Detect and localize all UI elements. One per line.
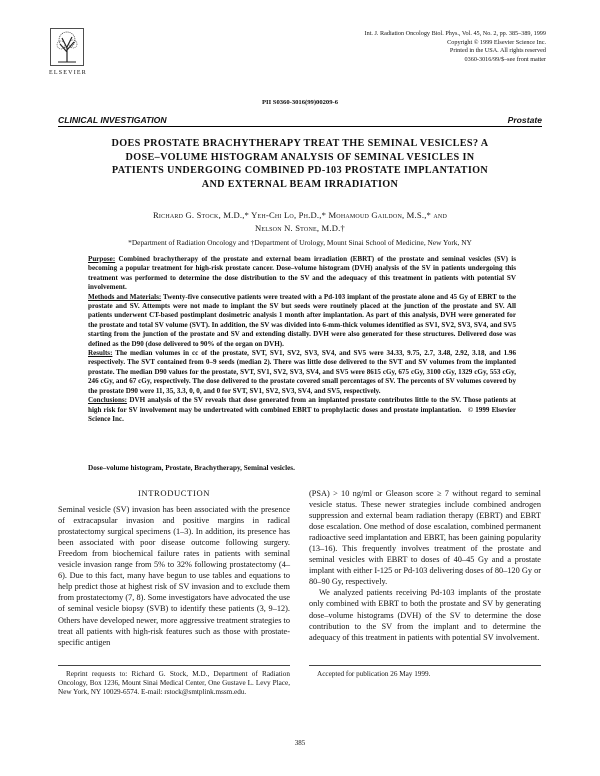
- page-number: 385: [294, 739, 306, 747]
- footnote-rule: [58, 665, 290, 666]
- section-header: [58, 115, 542, 127]
- body-paragraph: Seminal vesicle (SV) invasion has been associated with the presence of extracapsular invasion and positive margins in radical prostatectomy surgical specimens (1–3). In addition, its presence has been associated with poor disease outcome following surgery. Freedom from biochemical failure rates in patients with seminal vesicle invasion range from 5% to 32% following prostatectomy (4–6). Due to this fact, many have begun to use tables and equations to help predict those at highest risk of SV invasion and to exclude them from prostatectomy (7, 8). Some investigators have advocated the use of seminal vesicle biopsy (SVB) to identify these patients (3, 9–12). Others have developed newer, more aggressive treatment strategies to treat all patients with high-risk features such as those with prostate-specific antigen: [58, 505, 290, 647]
- footnote-rule: [309, 665, 541, 666]
- right-column: [309, 488, 541, 643]
- journal-citation: Int. J. Radiation Oncology Biol. Phys., Vol. 45, No. 2, pp. 385–389, 1999: [364, 30, 546, 37]
- journal-printed: Printed in the USA. All rights reserved: [449, 47, 546, 55]
- affiliation: *Department of Radiation Oncology and †Department of Urology, Mount Sinai School of Medicine, New York, NY: [128, 238, 472, 247]
- journal-copyright: Copyright © 1999 Elsevier Science Inc.: [447, 38, 546, 46]
- keywords: Dose–volume histogram, Prostate, Brachytherapy, Seminal vesicles.: [88, 464, 295, 472]
- abstract: [88, 255, 516, 424]
- journal-info: [286, 30, 546, 64]
- journal-issn: 0360-3016/99/$–see front matter: [464, 55, 546, 63]
- abstract-methods: [88, 293, 516, 349]
- conclusions-label: Conclusions:: [88, 396, 128, 405]
- accepted-footnote: Accepted for publication 26 May 1999.: [317, 670, 431, 678]
- introduction-heading: INTRODUCTION: [137, 488, 211, 498]
- left-column: [58, 488, 290, 648]
- purpose-label: Purpose:: [88, 255, 116, 263]
- pii-identifier: PII S0360-3016(99)00209-6: [261, 99, 338, 106]
- abstract-results: [88, 349, 516, 396]
- abstract-copyright: © 1999 Elsevier Science Inc.: [88, 405, 516, 423]
- methods-label: Methods and Materials:: [88, 292, 162, 301]
- results-label: Results:: [88, 349, 113, 358]
- title-line: DOES PROSTATE BRACHYTHERAPY TREAT THE SEMINAL VESICLES? A: [111, 138, 489, 149]
- purpose-text: Combined brachytherapy of the prostate and external beam irradiation (EBRT) of the prostate and seminal vesicles (SV) is becoming a popular treatment for high-risk prostate cancer. Dose–volume histogram (DVH) analysis of the SV in patients undergoing this treatment was performed to determine the dose distribution to the SV and the adequacy of this treatment in patients with potential SV involvement.: [88, 255, 516, 292]
- methods-text: Twenty-five consecutive patients were treated with a Pd-103 implant of the prostate alone and 45 Gy of EBRT to the prostate and SV. Attempts were not made to implant the SV but seeds were routinely placed at the junction of the prostate and SV. All patients underwent CT-based postimplant dosimetric analysis 1 month after implantation. As part of this analysis, DVH were generated for the prostate and total SV volume (SVT). In addition, the SV was divided into 6-mm-thick volumes identified as SV1, SV2, SV3, SV4, and SV5 starting from the junction of the prostate and SV and extending distally. DVH were also generated for these structures. Delivered dose was defined as the D90 (dose delivered to 90% of the organ on DVH).: [88, 292, 516, 348]
- article-title: [70, 137, 530, 191]
- body-paragraph: (PSA) > 10 ng/ml or Gleason score ≥ 7 without regard to seminal vesicle status. These newer strategies include combined androgen suppression and external beam radiation therapy (EBRT) and EBRT dose escalation. One method of dose escalation, combined permanent radioactive seed implantation and EBRT, has been gaining popularity (13–16). This frequently involves treatment of the prostate and seminal vesicles with EBRT to doses of 40–45 Gy and a prostate implant with either I-125 or Pd-103 delivering doses of 80–120 Gy or 80–90 Gy, respectively.: [309, 489, 541, 587]
- section-topic: Prostate: [507, 115, 542, 125]
- abstract-conclusions: [88, 396, 516, 424]
- section-label: CLINICAL INVESTIGATION: [58, 115, 167, 125]
- body-paragraph: We analyzed patients receiving Pd-103 implants of the prostate only combined with EBRT to both the prostate and SV by generating dose–volume histograms (DVH) of the SV to determine the dose contribution to the SV from the implant and to determine the adequacy of this treatment in patients with potential SV involvement.: [309, 588, 541, 642]
- author-line: Richard G. Stock, M.D.,* Yeh-Chi Lo, Ph.D.,* Mohamoud Gaildon, M.S.,* and: [152, 210, 447, 220]
- author-line: Nelson N. Stone, M.D.†: [255, 223, 345, 233]
- author-list: [80, 209, 520, 235]
- conclusions-text: DVH analysis of the SV reveals that dose generated from an implanted prostate contributes little to the SV. Those patients at high risk for SV involvement may be undertreated with combined EBRT to prophylactic doses and prostate implantation.: [88, 396, 516, 414]
- publisher-name: ELSEVIER: [49, 70, 87, 76]
- title-line: DOSE–VOLUME HISTOGRAM ANALYSIS OF SEMINAL VESICLES IN: [125, 151, 475, 163]
- reprint-footnote: Reprint requests to: Richard G. Stock, M.D., Department of Radiation Oncology, Box 1236, Mount Sinai Medical Center, One Gustave L. Levy Place, New York, NY 10029-6574. E-mail: rstock@smtplink.mssm.edu.: [58, 670, 290, 697]
- results-text: The median volumes in cc of the prostate, SVT, SV1, SV2, SV3, SV4, and SV5 were 34.33, 9.75, 2.7, 3.48, 2.92, 3.18, and 1.96 respectively. The SVT contained from 0–9 seeds (median 2). There was little dose delivered to the SVT and SV volumes from the implanted prostate. The median D90 values for the prostate, SVT, SV1, SV2, SV3, SV4, and SV5 were 8615 cGy, 675 cGy, 3100 cGy, 1329 cGy, 553 cGy, 246 cGy, and 67 cGy, respectively. The dose delivered to the prostate covered small percentages of SV. The percents of SV volumes covered by the prostate D90 were 11, 35, 3.3, 0, 0, and 0 for SVT, SV1, SV2, SV3, SV4, and SV5, respectively.: [88, 349, 516, 395]
- elsevier-tree-logo-icon: [50, 28, 84, 66]
- abstract-purpose: [88, 255, 516, 293]
- title-line: AND EXTERNAL BEAM IRRADIATION: [201, 178, 399, 190]
- title-line: PATIENTS UNDERGOING COMBINED PD-103 PROSTATE IMPLANTATION: [111, 165, 489, 177]
